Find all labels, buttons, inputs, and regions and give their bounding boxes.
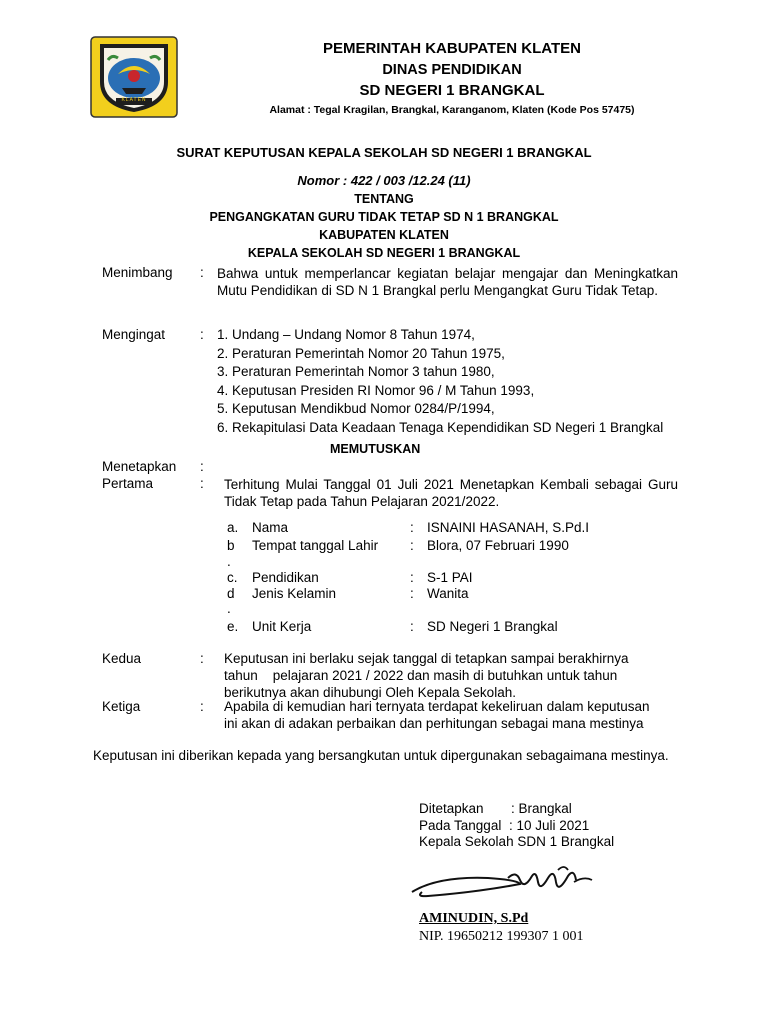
- pertama-text: Terhitung Mulai Tanggal 01 Juli 2021 Menetapkan Kembali sebagai Guru Tidak Tetap pada Tahun Pelajaran 2021/2022.: [224, 477, 678, 509]
- menimbang-text: Bahwa untuk memperlancar kegiatan belajar mengajar dan Meningkatkan Mutu Pendidikan di SD N 1 Brangkal perlu Mengangkat Guru Tidak Tetap.: [217, 266, 678, 298]
- identity-field: Jenis Kelamin: [252, 586, 337, 601]
- mengingat-item: 1. Undang – Undang Nomor 8 Tahun 1974,: [217, 327, 475, 342]
- menimbang-label: Menimbang: [102, 265, 173, 280]
- header-department: DINAS PENDIDIKAN: [382, 62, 522, 78]
- identity-colon: :: [410, 619, 414, 634]
- identity-letter: a.: [227, 520, 239, 535]
- identity-field: Nama: [252, 520, 289, 535]
- menimbang-colon: :: [200, 265, 204, 280]
- pertama-colon: :: [200, 476, 204, 491]
- signatory-nip: NIP. 19650212 199307 1 001: [419, 929, 584, 944]
- identity-value: S-1 PAI: [427, 570, 473, 585]
- tanggal-label: Pada Tanggal: [419, 818, 502, 833]
- menetapkan-colon: :: [200, 459, 204, 474]
- identity-letter: c.: [227, 570, 238, 585]
- mengingat-item: 4. Keputusan Presiden RI Nomor 96 / M Tahun 1993,: [217, 382, 535, 398]
- identity-field: Tempat tanggal Lahir: [252, 538, 379, 553]
- identity-colon: :: [410, 570, 414, 585]
- memutuskan-heading: MEMUTUSKAN: [330, 442, 421, 456]
- decree-tentang: TENTANG: [354, 192, 414, 206]
- signatory-position: Kepala Sekolah SDN 1 Brangkal: [419, 834, 615, 849]
- identity-letter: .: [227, 601, 231, 616]
- ketiga-colon: :: [200, 699, 204, 714]
- handwritten-signature: [408, 862, 598, 908]
- pertama-label: Pertama: [102, 476, 154, 491]
- mengingat-list: [217, 327, 663, 438]
- mengingat-item: 3. Peraturan Pemerintah Nomor 3 tahun 1980,: [217, 364, 495, 379]
- header-school: SD NEGERI 1 BRANGKAL: [359, 82, 545, 99]
- ditetapkan-label: Ditetapkan: [419, 801, 484, 816]
- identity-value: Wanita: [427, 586, 469, 601]
- kedua-label: Kedua: [102, 651, 142, 666]
- mengingat-item: 5. Keputusan Mendikbud Nomor 0284/P/1994,: [217, 401, 495, 416]
- identity-letter: .: [227, 554, 231, 569]
- identity-colon: :: [410, 520, 414, 535]
- mengingat-item: 6. Rekapitulasi Data Keadaan Tenaga Kependidikan SD Negeri 1 Brangkal: [217, 419, 664, 435]
- kedua-line: tahun pelajaran 2021 / 2022 dan masih di butuhkan untuk tahun: [224, 668, 618, 683]
- identity-field: Pendidikan: [252, 570, 319, 585]
- mengingat-item: 2. Peraturan Pemerintah Nomor 20 Tahun 1975,: [217, 345, 505, 361]
- kedua-colon: :: [200, 651, 204, 666]
- kedua-line: Keputusan ini berlaku sejak tanggal di tetapkan sampai berakhirnya: [224, 651, 629, 666]
- signatory-name: AMINUDIN, S.Pd: [419, 911, 529, 926]
- closing-statement: Keputusan ini diberikan kepada yang bersangkutan untuk dipergunakan sebagaimana mestinya.: [93, 748, 669, 763]
- identity-letter: b: [227, 538, 235, 553]
- identity-colon: :: [410, 586, 414, 601]
- ketiga-label: Ketiga: [102, 699, 141, 714]
- header-address: Alamat : Tegal Kragilan, Brangkal, Karanganom, Klaten (Kode Pos 57475): [269, 104, 635, 116]
- logo-caption: KLATEN: [121, 97, 147, 103]
- kedua-line: berikutnya akan dihubungi Oleh Kepala Sekolah.: [224, 685, 516, 700]
- menetapkan-label: Menetapkan: [102, 459, 177, 474]
- decree-region: KABUPATEN KLATEN: [319, 228, 449, 242]
- decree-number: Nomor : 422 / 003 /12.24 (11): [297, 173, 471, 188]
- ditetapkan-value: : Brangkal: [511, 801, 572, 816]
- identity-field: Unit Kerja: [252, 619, 312, 634]
- header-government: PEMERINTAH KABUPATEN KLATEN: [322, 40, 582, 57]
- identity-value: ISNAINI HASANAH, S.Pd.I: [427, 520, 590, 535]
- identity-value: Blora, 07 Februari 1990: [427, 538, 569, 553]
- decree-title: SURAT KEPUTUSAN KEPALA SEKOLAH SD NEGERI 1 BRANGKAL: [176, 145, 592, 160]
- decree-authority: KEPALA SEKOLAH SD NEGERI 1 BRANGKAL: [247, 246, 521, 260]
- identity-colon: :: [410, 538, 414, 553]
- identity-value: SD Negeri 1 Brangkal: [427, 619, 558, 634]
- tanggal-value: : 10 Juli 2021: [509, 818, 590, 833]
- klaten-regency-logo: [90, 36, 178, 118]
- mengingat-colon: :: [200, 327, 204, 342]
- ketiga-line: ini akan di adakan perbaikan dan perhitungan sebagai mana mestinya: [224, 716, 644, 731]
- decree-subject: PENGANGKATAN GURU TIDAK TETAP SD N 1 BRANGKAL: [209, 210, 559, 224]
- ketiga-line: Apabila di kemudian hari ternyata terdapat kekeliruan dalam keputusan: [224, 699, 650, 714]
- identity-letter: e.: [227, 619, 239, 634]
- identity-letter: d: [227, 586, 235, 601]
- mengingat-label: Mengingat: [102, 327, 166, 342]
